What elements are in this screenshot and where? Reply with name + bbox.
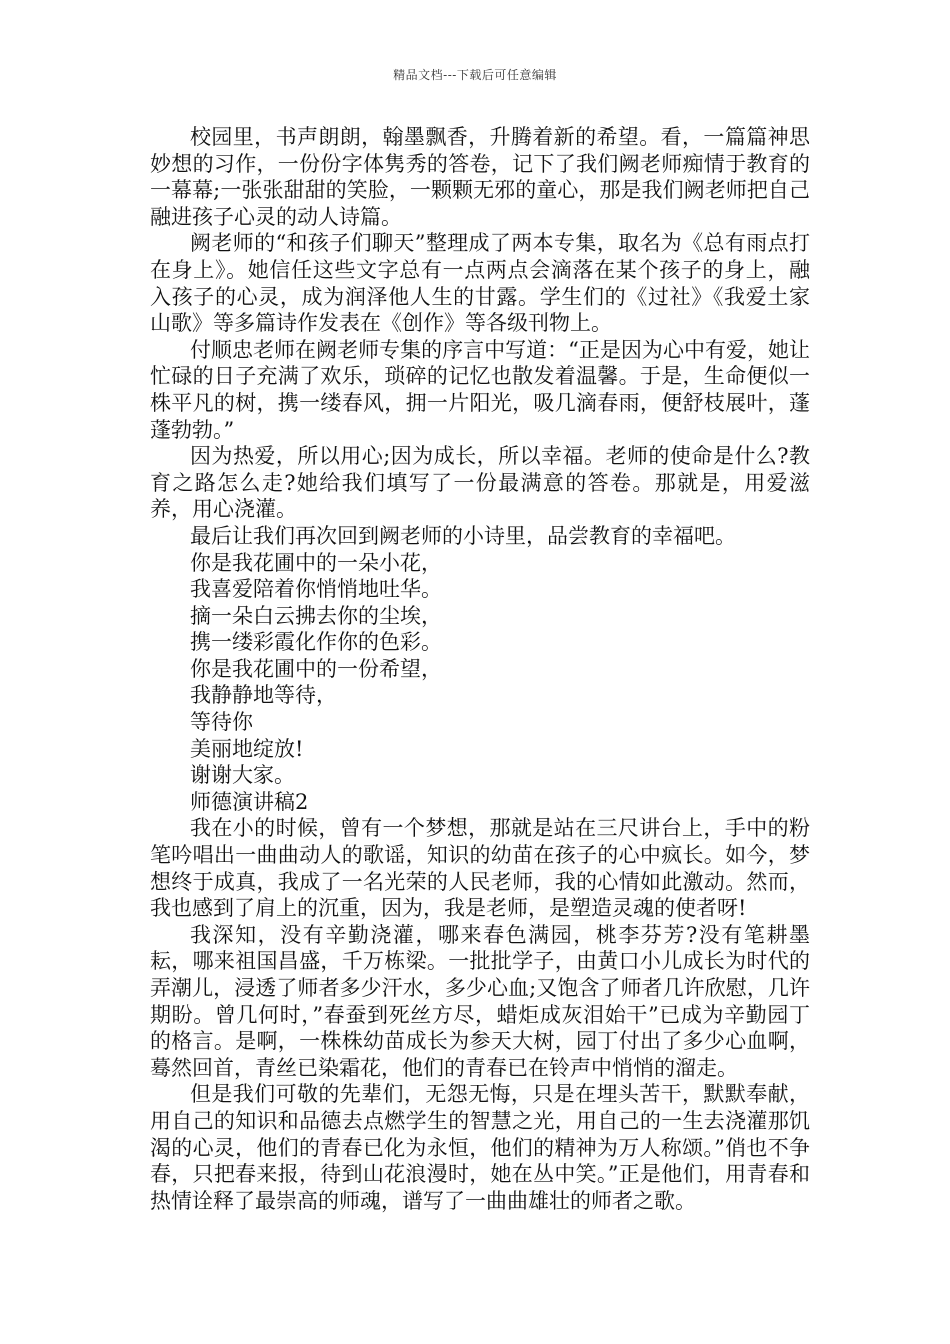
poem-line: 摘一朵白云拂去你的尘埃， xyxy=(190,603,442,628)
section-title: 师德演讲稿2 xyxy=(190,789,309,814)
paragraph: 因为热爱，所以用心;因为成长，所以幸福。老师的使命是什么?教育之路怎么走?她给我们填写了一份最满意的答卷。那就是，用爱滋养，用心浇灌。 xyxy=(150,444,810,522)
poem-line: 美丽地绽放! xyxy=(190,736,304,761)
paragraph: 付顺忠老师在阙老师专集的序言中写道：“正是因为心中有爱，她让忙碌的日子充满了欢乐，琐碎的记忆也散发着温馨。于是，生命便似一株平凡的树，携一缕春风，拥一片阳光，吸几滴春雨，便舒枝展叶，蓬蓬勃勃。” xyxy=(150,337,810,442)
paragraph: 最后让我们再次回到阙老师的小诗里，品尝教育的幸福吧。 xyxy=(190,523,736,548)
paragraph: 我深知，没有辛勤浇灌，哪来春色满园，桃李芬芳?没有笔耕墨耘，哪来祖国昌盛，千万栋梁。一批批学子，由黄口小儿成长为时代的弄潮儿，浸透了师者多少汗水，多少心血;又饱含了师者几许欣慰，几许期盼。曾几何时，”春蚕到死丝方尽，蜡炬成灰泪始干”已成为辛勤园丁的格言。是啊，一株株幼苗成长为参天大树，园丁付出了多少心血啊，蓦然回首，青丝已染霜花，他们的青春已在铃声中悄悄的溜走。 xyxy=(150,922,810,1080)
page-header: 精品文档---下载后可任意编辑 xyxy=(393,68,557,82)
paragraph: 我在小的时候，曾有一个梦想，那就是站在三尺讲台上，手中的粉笔吟唱出一曲曲动人的歌谣，知识的幼苗在孩子的心中疯长。如今，梦想终于成真，我成了一名光荣的人民老师，我的心情如此激动。然而，我也感到了肩上的沉重，因为，我是老师，是塑造灵魂的使者呀! xyxy=(150,816,810,921)
paragraph: 但是我们可敬的先辈们，无怨无悔，只是在埋头苦干，默默奉献，用自己的知识和品德去点燃学生的智慧之光，用自己的一生去浇灌那饥渴的心灵，他们的青春已化为永恒，他们的精神为万人称颂。”俏也不争春，只把春来报，待到山花浪漫时，她在丛中笑。”正是他们，用青春和热情诠释了最崇高的师魂，谱写了一曲曲雄壮的师者之歌。 xyxy=(150,1082,810,1213)
poem-line: 我喜爱陪着你悄悄地吐华。 xyxy=(190,577,442,602)
document-body xyxy=(150,124,810,1214)
paragraph: 阙老师的“和孩子们聊天”整理成了两本专集，取名为《总有雨点打在身上》。她信任这些文字总有一点两点会滴落在某个孩子的身上，融入孩子的心灵，成为润泽他人生的甘露。学生们的《过社》《我爱土家山歌》等多篇诗作发表在《创作》等各级刊物上。 xyxy=(150,231,810,336)
poem-line: 携一缕彩霞化作你的色彩。 xyxy=(190,630,442,655)
poem-line: 你是我花圃中的一份希望， xyxy=(190,656,442,681)
poem-line: 等待你 xyxy=(190,710,253,735)
paragraph: 校园里，书声朗朗，翰墨飘香，升腾着新的希望。看，一篇篇神思妙想的习作，一份份字体隽秀的答卷，记下了我们阙老师痴情于教育的一幕幕;一张张甜甜的笑脸，一颗颗无邪的童心，那是我们阙老师把自己融进孩子心灵的动人诗篇。 xyxy=(150,125,810,229)
poem-line: 我静静地等待， xyxy=(190,683,337,708)
poem-line: 你是我花圃中的一朵小花， xyxy=(190,550,442,575)
closing-line: 谢谢大家。 xyxy=(190,763,295,788)
